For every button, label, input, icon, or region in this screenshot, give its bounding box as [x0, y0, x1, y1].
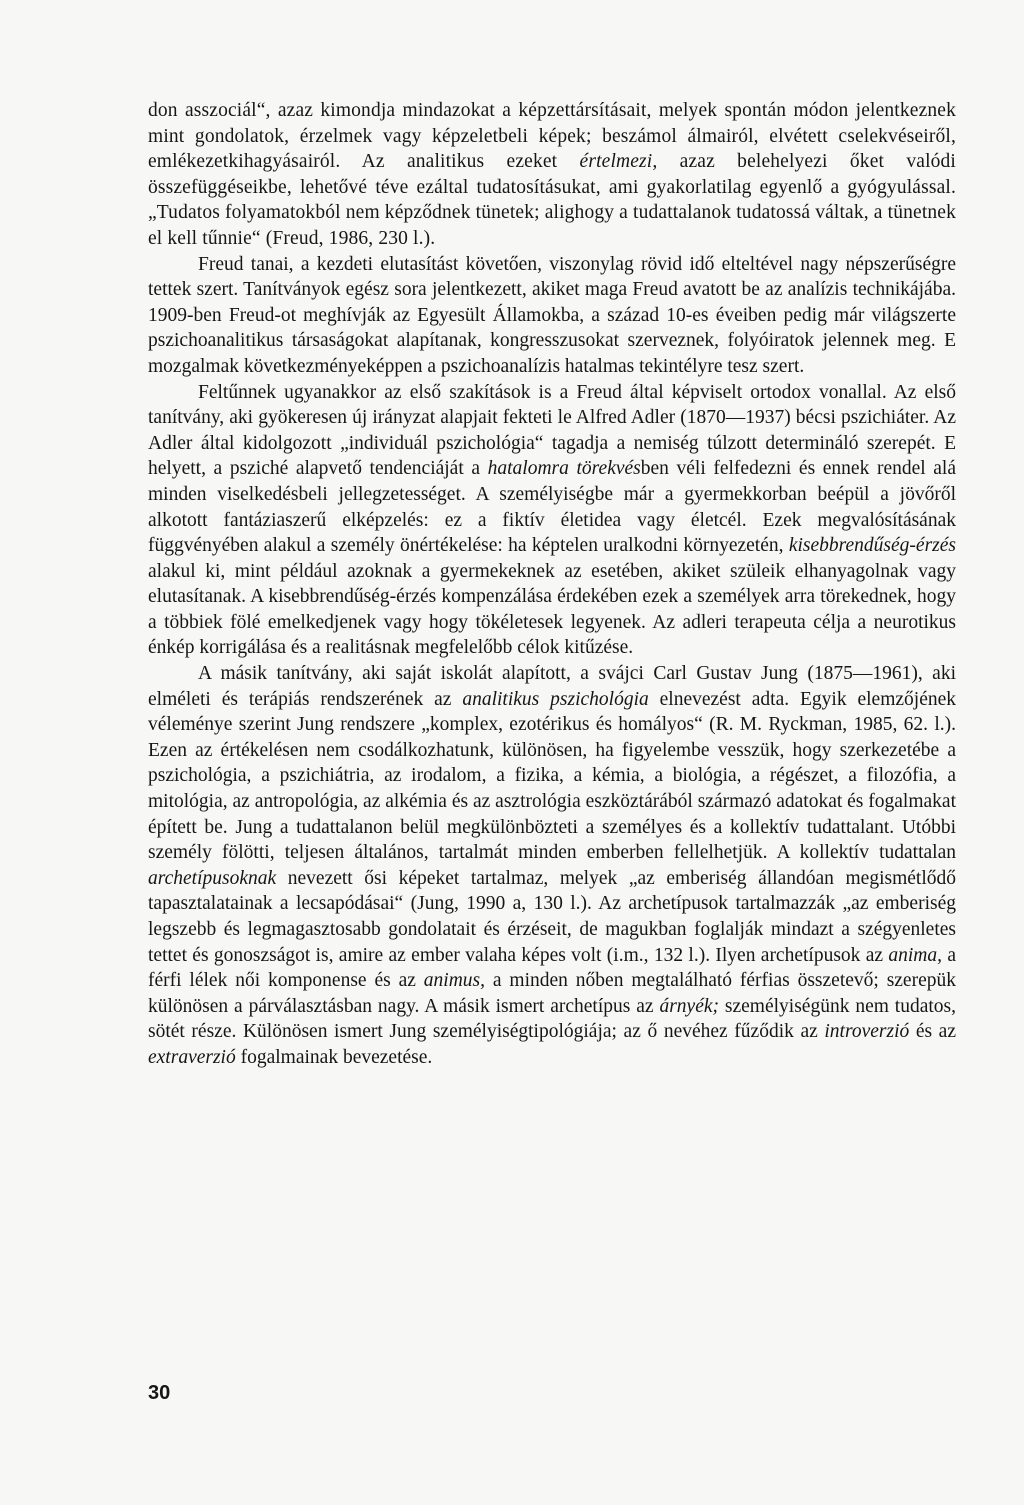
text-segment: és az	[909, 1021, 956, 1043]
text-segment: fogalmainak bevezetése.	[235, 1046, 433, 1068]
text-segment: don asszociál“, azaz kimondja mindazokat a képzettársításait, melyek spontán módon jelentkeznek mint gondolatok, érzelmek vagy képzeletbeli képek; beszámol álmairól, elvétett cselekvéseiről, emlékezetkihagyásairól. Az analitikus ezeket	[148, 100, 956, 173]
italic-text-segment: archetípusoknak	[148, 867, 277, 889]
italic-text-segment: animus,	[423, 970, 485, 992]
text-segment: Feltűnnek ugyanakkor az első szakítások is a Freud által képviselt ortodox vonallal. Az első tanítvány, aki gyökeresen új irányzat alapjait fekteti le Alfred Adler (1870—1937) bécsi pszichiáter. Az Adler által kidolgozott „individuál pszichológia“ tagadja a nemiség túlzott determináló szerepét. E helyett, a psziché alapvető tendenciáját a	[148, 381, 956, 480]
italic-text-segment: hatalomra törekvés	[487, 458, 641, 480]
italic-text-segment: értelmezi,	[579, 151, 658, 173]
text-segment: a férfi lélek női komponense és az	[148, 944, 956, 992]
paragraph-1	[148, 98, 956, 252]
text-segment: a minden nőben megtalálható férfias összetevő; szerepük különösen a párválasztásban nagy. A másik ismert archetípus az	[148, 970, 956, 1017]
italic-text-segment: analitikus pszichológia	[462, 688, 649, 710]
text-segment: személyiségünk nem tudatos, sötét része. Különösen ismert Jung személyiségtipológiája; az ő nevéhez fűződik az	[148, 995, 957, 1043]
text-segment: elnevezést adta. Egyik elemzőjének véleménye szerint Jung rendszere „komplex, ezotérikus és homályos“ (R. M. Ryckman, 1985, 62. l.). Ezen az értékelésen nem csodálkozhatunk, különösen, ha figyelembe vesszük, hogy szerkezetébe a pszichológia, a pszichiátria, az irodalom, a fizika, a kémia, a biológia, a régészet, a filozófia, a mitológia, az antropológia, az alkémia és az asztrológia eszköztárából származó adatokat és fogalmakat épített be. Jung a tudattalanon belül megkülönbözteti a személyes és a kollektív tudattalant. Utóbbi személy fölötti, teljesen általános, tartalmát minden emberben fellelhetjük. A kollektív tudattalan	[148, 688, 957, 864]
page-number: 30	[148, 1382, 171, 1404]
text-segment: azaz belehelyezi őket valódi összefüggéseikbe, lehetővé téve ezáltal tudatosításukat, ami gyakorlatilag egyenlő a gyógyulással. „Tudatos folyamatokból nem képződnek tünetek; alighogy a tudattalanok tudatossá váltak, a tünetnek el kell tűnnie“ (Freud, 1986, 230 l.).	[148, 151, 956, 249]
italic-text-segment: kisebbrendűség-érzés	[788, 535, 956, 557]
text-segment: alakul ki, mint például azoknak a gyermekeknek az esetében, akiket szüleik elhanyagolnak vagy elutasítanak. A kisebbrendűség-érzés kompenzálása érdekében ezek a személyek arra törekednek, hogy a többiek fölé emelkedjenek vagy hogy tökéletesek legyenek. Az adleri terapeuta célja a neurotikus énkép korrigálása és a realitásnak megfelelőbb célok kitűzése.	[148, 560, 956, 659]
text-segment: ben véli felfedezni és ennek rendel alá minden viselkedésbeli jellegzetességet. A személyiségbe már a gyermekkorban beépül a jövőről alkotott fantáziaszerű elképzelés: ez a fiktív életidea vagy életcél. Ezek megvalósításának függvényében alakul a személy önértékelése: ha képtelen uralkodni környezetén,	[148, 458, 957, 557]
page-body	[148, 98, 956, 1071]
paragraph-2	[148, 252, 956, 380]
paragraph-3	[148, 380, 956, 662]
italic-text-segment: introverzió	[824, 1021, 910, 1043]
text-segment: nevezett ősi képeket tartalmaz, melyek „az emberiség állandóan megismétlődő tapasztalatainak a lecsapódásai“ (Jung, 1990 a, 130 l.). Az archetípusok tartalmazzák „az emberiség legszebb és legmagasztosabb gondolatait és érzéseit, de magukban foglalják mindazt a szégyenletes tettet és gonoszságot is, amire az ember valaha képes volt (i.m., 132 l.). Ilyen archetípusok az	[148, 867, 956, 966]
paragraph-4	[148, 661, 956, 1071]
italic-text-segment: árnyék;	[659, 995, 720, 1017]
text-segment: A másik tanítvány, aki saját iskolát alapított, a svájci Carl Gustav Jung (1875—1961), aki elméleti és terápiás rendszerének az	[148, 663, 956, 710]
italic-text-segment: anima,	[888, 944, 943, 966]
italic-text-segment: extraverzió	[148, 1046, 236, 1068]
text-segment: Freud tanai, a kezdeti elutasítást követően, viszonylag rövid idő elteltével nagy népszerűségre tettek szert. Tanítványok egész sora jelentkezett, akiket maga Freud avatott be az analízis technikájába. 1909-ben Freud-ot meghívják az Egyesült Államokba, a század 10-es éveiben pedig már világszerte pszichoanalitikus társaságokat alapítanak, kongresszusokat szerveznek, folyóiratok jelennek meg. E mozgalmak következményeképpen a pszichoanalízis hatalmas tekintélyre tesz szert.	[148, 253, 956, 377]
